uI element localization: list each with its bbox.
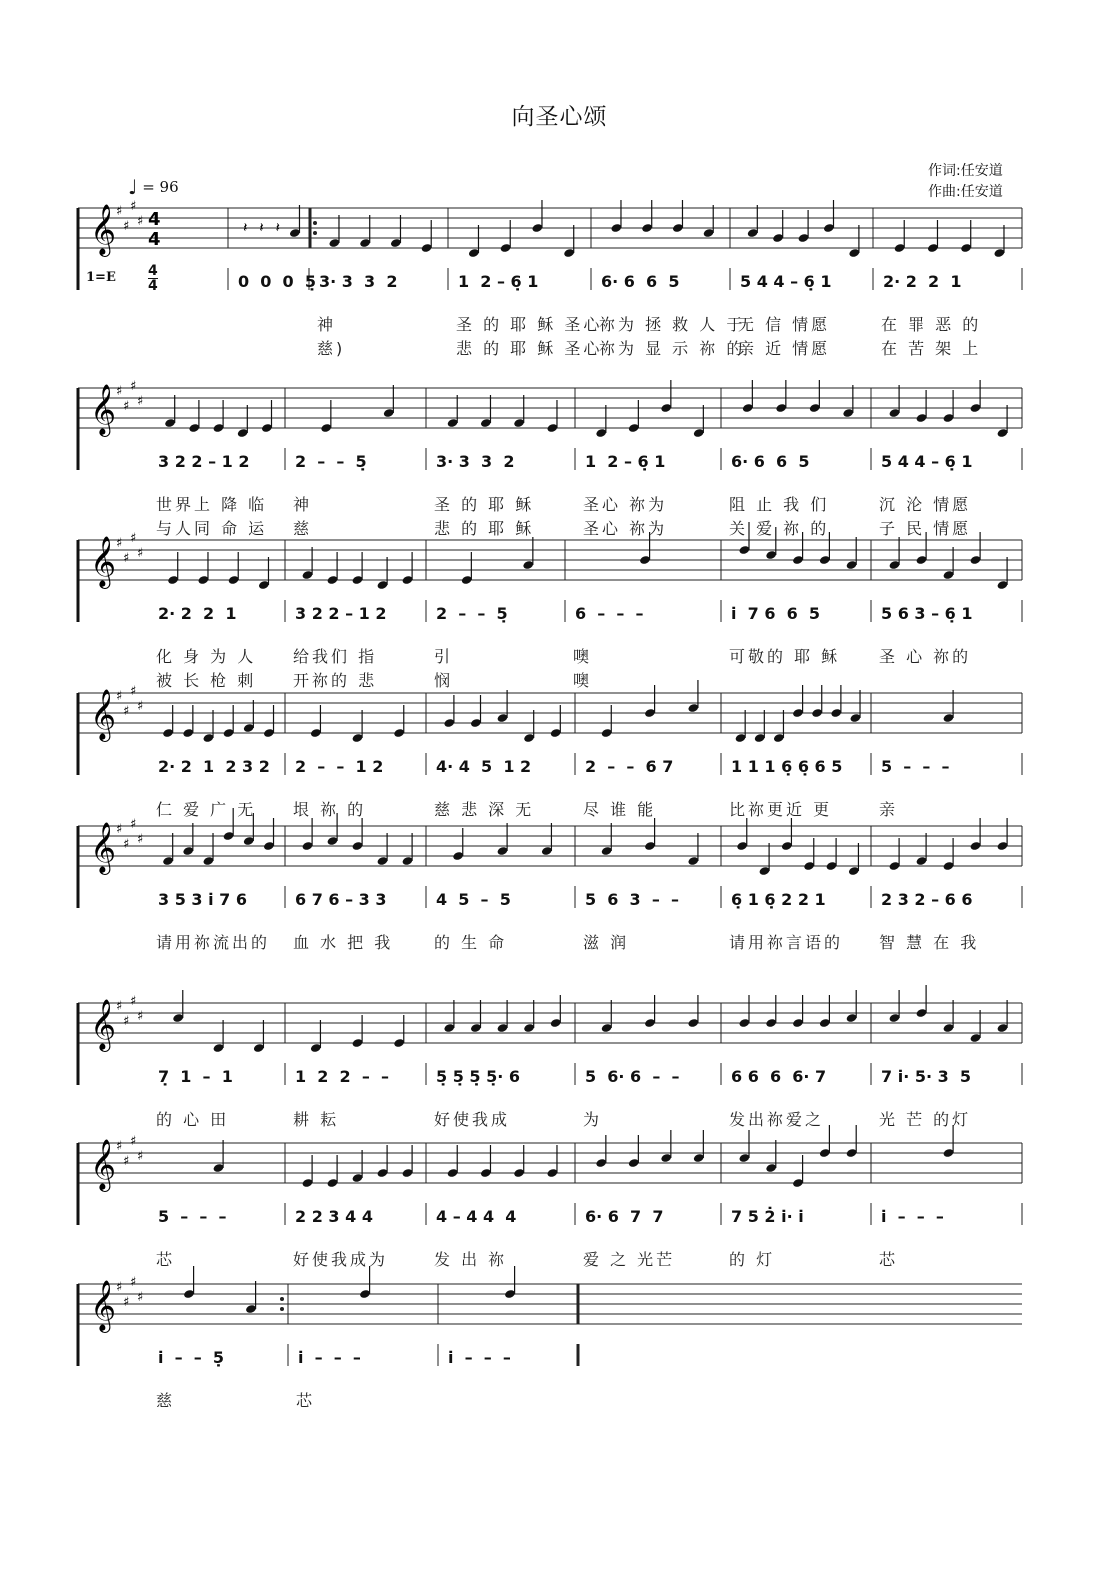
jianpu-bar: 2 3 2 – 6 6	[881, 890, 973, 909]
lyric-segment: 慈	[293, 519, 313, 538]
jianpu-bar: 5 4 4 – 6̣ 1	[740, 272, 832, 291]
jianpu-bar: 2 – – 1 2	[295, 757, 384, 776]
sharp-icon: ♯	[130, 531, 137, 546]
staff-and-jianpu-lines	[78, 808, 1026, 928]
lyric-segment: 圣 心 祢的	[879, 647, 972, 666]
repeat-dot	[280, 1307, 284, 1311]
sharp-icon: ♯	[130, 199, 137, 214]
lyric-segment: 圣 的 耶 稣 圣心	[456, 315, 603, 334]
lyric-segment: 在 苦 架 上	[881, 339, 982, 358]
treble-clef-icon: 𝄞	[90, 536, 117, 587]
lyric-segment: 祢为 拯 救 人 于	[599, 315, 746, 334]
jianpu-bar: 4 – 4 4 4	[436, 1207, 517, 1226]
lyric-segment: 沉 沦 情愿	[879, 495, 972, 514]
repeat-dot	[280, 1297, 284, 1301]
sharp-icon: ♯	[116, 999, 123, 1014]
lyric-segment: 好使我成	[434, 1110, 511, 1129]
lyric-segment: 好使我成为	[293, 1250, 389, 1269]
jianpu-bar: 5̣ 5̣ 5̣ 5̣· 6	[436, 1067, 521, 1086]
music-system	[78, 808, 1022, 998]
jianpu-bar: 5 6· 6 – –	[585, 1067, 680, 1086]
jianpu-bar: 6̣ 1 6̣ 2 2 1	[731, 890, 826, 909]
lyric-segment: 可敬的 耶 稣	[729, 647, 841, 666]
sharp-icon: ♯	[123, 1295, 130, 1310]
staff-and-jianpu-lines	[78, 985, 1026, 1105]
sharp-icon: ♯	[137, 1149, 144, 1164]
jianpu-bar: i̇ 7 6 6 5	[731, 604, 821, 623]
staff-and-jianpu-lines	[78, 370, 1026, 490]
jianpu-time-signature	[148, 264, 158, 293]
lyric-segment: 化 身 为 人	[156, 647, 257, 666]
tempo-value: = 96	[142, 178, 179, 196]
treble-clef-icon: 𝄞	[90, 384, 117, 435]
lyric-segment: 圣心 祢为	[583, 495, 668, 514]
jianpu-bar: 4· 4 5 1 2	[436, 757, 532, 776]
time-signature-top: 4	[148, 263, 158, 279]
rest-icon: 𝄽	[259, 220, 264, 236]
jianpu-bar: i̇ – – –	[298, 1348, 361, 1367]
lyric-segment: 子 民 情愿	[879, 519, 972, 538]
lyric-segment: 悲 的 耶 稣 圣心	[456, 339, 603, 358]
lyric-segment: 圣 的 耶 稣	[434, 495, 535, 514]
jianpu-bar: 2· 2 1 2 3 2	[158, 757, 270, 776]
rest-icon: 𝄽	[243, 220, 248, 236]
lyric-segment: 噢	[573, 647, 593, 666]
jianpu-bar: 2· 2 2 1	[158, 604, 237, 623]
sharp-icon: ♯	[116, 1139, 123, 1154]
treble-clef-icon: 𝄞	[90, 1280, 117, 1331]
jianpu-bar: 2 – – 6 7	[585, 757, 674, 776]
jianpu-bar: 1 2 2 – –	[295, 1067, 389, 1086]
lyric-segment: 光 芒 的灯	[879, 1110, 972, 1129]
sharp-icon: ♯	[123, 219, 130, 234]
sharp-icon: ♯	[123, 1154, 130, 1169]
lyric-segment: 发出祢爱之	[729, 1110, 825, 1129]
jianpu-bar: 3 2 2 – 1 2	[295, 604, 387, 623]
lyric-segment: 垠 祢 的	[293, 800, 367, 819]
lyric-segment: 神	[293, 495, 313, 514]
lyric-segment: 慈)	[317, 339, 346, 358]
repeat-dot	[313, 231, 317, 235]
composer-credit: 作曲:任安道	[928, 184, 1003, 200]
lyric-segment: 请用祢流出的	[156, 933, 271, 952]
treble-clef-icon: 𝄞	[90, 822, 117, 873]
lyric-segment: 引	[434, 647, 454, 666]
lyric-segment: 的 灯	[729, 1250, 776, 1269]
jianpu-bar: 6 6 6 6· 7	[731, 1067, 827, 1086]
lyric-segment: 慈 悲 深 无	[434, 800, 535, 819]
jianpu-bar: 6· 6 7 7	[585, 1207, 664, 1226]
lyric-segment: 悲 的 耶 稣	[434, 519, 535, 538]
jianpu-bar: 6 – – –	[575, 604, 644, 623]
lyric-segment: 尽 谁 能	[583, 800, 657, 819]
lyric-segment: 神	[317, 315, 337, 334]
treble-clef-icon: 𝄞	[90, 689, 117, 740]
jianpu-bar: 6· 6 6 5	[731, 452, 810, 471]
sharp-icon: ♯	[137, 546, 144, 561]
jianpu-bar: 3 5 3 i̇ 7 6	[158, 890, 247, 909]
jianpu-bar: 6· 6 6 5	[601, 272, 680, 291]
jianpu-bar: 3· 3 3 2	[319, 272, 398, 291]
sharp-icon: ♯	[123, 837, 130, 852]
lyric-segment: 仁 爱 广 无	[156, 800, 257, 819]
lyric-segment: 的 心 田	[156, 1110, 230, 1129]
lyricist-credit: 作词:任安道	[928, 163, 1003, 179]
sharp-icon: ♯	[137, 394, 144, 409]
jianpu-bar: 2 – – 5̣	[295, 452, 367, 471]
lyric-segment: 请用祢言语的	[729, 933, 844, 952]
treble-clef-icon: 𝄞	[90, 999, 117, 1050]
jianpu-bar: 2 – – 5̣	[436, 604, 508, 623]
sharp-icon: ♯	[123, 399, 130, 414]
lyric-segment: 与人同 命 运	[156, 519, 268, 538]
lyric-segment: 芯	[156, 1250, 176, 1269]
sharp-icon: ♯	[116, 384, 123, 399]
jianpu-bar: 5 6 3 – –	[585, 890, 679, 909]
lyric-segment: 关 爱 祢 的	[729, 519, 830, 538]
sharp-icon: ♯	[137, 1290, 144, 1305]
lyric-segment: 祢为 显 示 祢 的	[599, 339, 746, 358]
jianpu-bar: 7̣ 1 – 1	[158, 1067, 233, 1086]
treble-clef-icon: 𝄞	[90, 1139, 117, 1190]
lyric-segment: 无 信 情愿	[738, 315, 831, 334]
lyric-segment: 滋 润	[583, 933, 630, 952]
jianpu-bar: 1 2 – 6̣ 1	[458, 272, 539, 291]
lyric-segment: 发 出 祢	[434, 1250, 508, 1269]
jianpu-bar: 1 1 1 6̣ 6̣ 6 5	[731, 757, 843, 776]
quarter-note-icon: ♩	[128, 175, 138, 199]
lyric-segment: 爱 之 光芒	[583, 1250, 676, 1269]
jianpu-bar: 2· 2 2 1	[883, 272, 962, 291]
jianpu-bar: i̇ – – –	[448, 1348, 511, 1367]
jianpu-bar: 7 5 2̇ i̇· i̇	[731, 1207, 804, 1226]
sharp-icon: ♯	[137, 214, 144, 229]
jianpu-bar: 2 2 3 4 4	[295, 1207, 373, 1226]
sharp-icon: ♯	[116, 204, 123, 219]
lyric-segment: 的 生 命	[434, 933, 508, 952]
staff-and-jianpu-lines	[78, 190, 1026, 310]
lyric-segment: 开祢的 悲	[293, 671, 378, 690]
jianpu-bar: 7 i̇· 5· 3 5	[881, 1067, 972, 1086]
key-label: 1=E	[86, 270, 116, 285]
jianpu-bar: 0 0 0 5̣	[238, 272, 316, 291]
sharp-icon: ♯	[116, 536, 123, 551]
jianpu-bar: 3· 3 3 2	[436, 452, 515, 471]
jianpu-bar: 4 5 – 5	[436, 890, 511, 909]
lyric-segment: 慈	[156, 1391, 176, 1410]
lyric-segment: 圣心 祢为	[583, 519, 668, 538]
jianpu-bar: i̇ – – 5̣	[158, 1348, 225, 1367]
repeat-dot	[313, 221, 317, 225]
lyric-segment: 芯	[879, 1250, 899, 1269]
lyric-segment: 为	[583, 1110, 603, 1129]
staff-and-jianpu-lines	[78, 522, 1026, 642]
music-system	[78, 1266, 1022, 1456]
jianpu-bar: 1 2 – 6̣ 1	[585, 452, 666, 471]
sharp-icon: ♯	[130, 1275, 137, 1290]
lyric-segment: 血 水 把 我	[293, 933, 394, 952]
lyric-segment: 亲	[879, 800, 899, 819]
jianpu-bar: 5 – – –	[158, 1207, 227, 1226]
sharp-icon: ♯	[130, 817, 137, 832]
staff-and-jianpu-lines	[78, 1125, 1026, 1245]
music-system	[78, 190, 1022, 380]
lyric-segment: 耕 耘	[293, 1110, 340, 1129]
jianpu-bar: 3 2 2 – 1 2	[158, 452, 250, 471]
jianpu-bar: 5 6 3 – 6̣ 1	[881, 604, 973, 623]
lyric-segment: 在 罪 恶 的	[881, 315, 982, 334]
sharp-icon: ♯	[130, 994, 137, 1009]
sharp-icon: ♯	[123, 1014, 130, 1029]
lyric-segment: 被 长 枪 刺	[156, 671, 257, 690]
sharp-icon: ♯	[130, 1134, 137, 1149]
page-title: 向圣心颂	[511, 104, 608, 130]
lyric-segment: 智 慧 在 我	[879, 933, 980, 952]
sharp-icon: ♯	[130, 379, 137, 394]
lyric-segment: 悯	[434, 671, 454, 690]
sharp-icon: ♯	[137, 699, 144, 714]
staff-time-bottom: 4	[148, 229, 161, 250]
sharp-icon: ♯	[116, 1280, 123, 1295]
sharp-icon: ♯	[123, 551, 130, 566]
sharp-icon: ♯	[116, 822, 123, 837]
lyric-segment: 比祢更近 更	[729, 800, 833, 819]
jianpu-bar: 6 7 6 – 3 3	[295, 890, 387, 909]
lyric-segment: 阻 止 我 们	[729, 495, 830, 514]
lyric-segment: 芯	[296, 1391, 316, 1410]
lyric-segment: 给我们 指	[293, 647, 378, 666]
sharp-icon: ♯	[137, 1009, 144, 1024]
lyric-segment: 噢	[573, 671, 593, 690]
treble-clef-icon: 𝄞	[90, 204, 117, 255]
jianpu-bar: 5 4 4 – 6̣ 1	[881, 452, 973, 471]
rest-icon: 𝄽	[275, 220, 280, 236]
sharp-icon: ♯	[130, 684, 137, 699]
staff-and-jianpu-lines	[78, 1266, 1026, 1386]
sharp-icon: ♯	[123, 704, 130, 719]
sharp-icon: ♯	[137, 832, 144, 847]
staff-time-top: 4	[148, 209, 161, 230]
lyric-segment: 亲 近 情愿	[738, 339, 831, 358]
time-signature-bottom: 4	[148, 278, 158, 294]
staff-and-jianpu-lines	[78, 675, 1026, 795]
sharp-icon: ♯	[116, 689, 123, 704]
lyric-segment: 世界上 降 临	[156, 495, 268, 514]
jianpu-bar: 5 – – –	[881, 757, 950, 776]
jianpu-bar: i̇ – – –	[881, 1207, 944, 1226]
